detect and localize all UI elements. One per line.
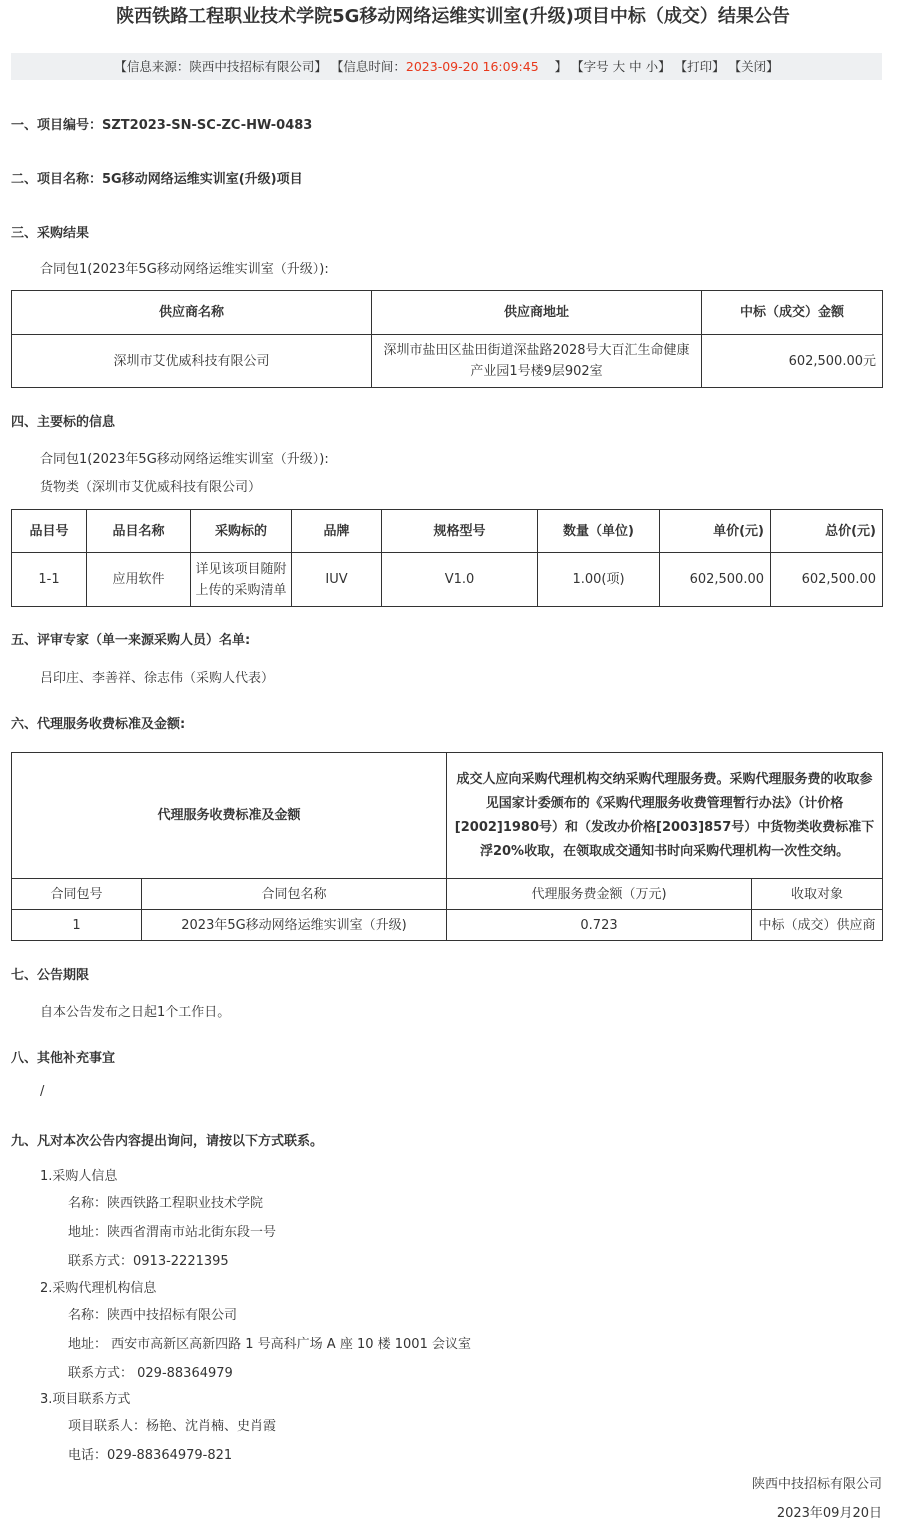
section-other-matters: 八、其他补充事宜 <box>11 1051 116 1066</box>
item-brand: IUV <box>292 553 382 607</box>
section-procurement-result: 三、采购结果 <box>11 226 90 241</box>
result-table <box>11 290 883 388</box>
header-supplier-name: 供应商名称 <box>12 291 372 335</box>
header-spec: 规格型号 <box>382 510 538 553</box>
page-title: 陕西铁路工程职业技术学院5G移动网络运维实训室(升级)项目中标（成交）结果公告 <box>116 6 790 27</box>
award-amount: 602,500.00元 <box>702 335 883 388</box>
header-total-price: 总价(元) <box>771 510 883 553</box>
agency-info-title: 2.采购代理机构信息 <box>40 1281 157 1296</box>
announcement-period-text: 自本公告发布之日起1个工作日。 <box>40 1005 231 1020</box>
header-brand: 品牌 <box>292 510 382 553</box>
table-row <box>12 553 883 607</box>
project-contact-phone: 电话：029-88364979-821 <box>68 1448 233 1463</box>
item-table-header <box>12 510 883 553</box>
font-small-link[interactable]: 小 <box>645 59 659 74</box>
fee-table <box>11 752 883 941</box>
close-link[interactable]: 【关闭】 <box>728 59 779 74</box>
header-package-number: 合同包号 <box>12 879 142 910</box>
item-total-price: 602,500.00 <box>771 553 883 607</box>
result-package-label: 合同包1(2023年5G移动网络运维实训室（升级）): <box>40 262 329 277</box>
header-quantity: 数量（单位) <box>538 510 660 553</box>
item-number: 1-1 <box>12 553 87 607</box>
item-subject: 详见该项目随附上传的采购清单 <box>191 553 292 607</box>
fee-description: 成交人应向采购代理机构交纳采购代理服务费。采购代理服务费的收取参见国家计委颁布的《采购代理服务收费管理暂行办法》（计价格[2002]1980号）和（发改办价格[2003]857号）中货物类收费标准下浮20%收取，在领取成交通知书时向采购代理机构一次性交纳。 <box>447 753 883 879</box>
table-row <box>12 910 883 941</box>
info-time-close: 】 <box>554 59 568 74</box>
font-medium-link[interactable]: 中 <box>629 59 642 74</box>
agency-phone: 联系方式： 029-88364979 <box>68 1366 233 1381</box>
item-unit-price: 602,500.00 <box>660 553 771 607</box>
fee-table-summary <box>12 753 883 879</box>
project-contact-title: 3.项目联系方式 <box>40 1392 131 1407</box>
header-fee-amount: 代理服务费金额（万元) <box>447 879 752 910</box>
fee-payer: 中标（成交）供应商 <box>752 910 883 941</box>
buyer-phone: 联系方式：0913-2221395 <box>68 1254 229 1269</box>
font-large-link[interactable]: 大 <box>612 59 626 74</box>
section-project-name: 二、项目名称：5G移动网络运维实训室(升级)项目 <box>11 172 303 187</box>
section-agency-fee: 六、代理服务收费标准及金额: <box>11 717 186 732</box>
item-name: 应用软件 <box>87 553 191 607</box>
fee-table-header <box>12 879 883 910</box>
supplier-address: 深圳市盐田区盐田街道深盐路2028号大百汇生命健康产业园1号楼9层902室 <box>372 335 702 388</box>
section-main-items: 四、主要标的信息 <box>11 415 116 430</box>
section-contact: 九、凡对本次公告内容提出询问，请按以下方式联系。 <box>11 1134 324 1149</box>
package-name: 2023年5G移动网络运维实训室（升级) <box>142 910 447 941</box>
other-matters-text: / <box>40 1084 45 1099</box>
section-experts: 五、评审专家（单一来源采购人员）名单: <box>11 633 251 648</box>
item-spec: V1.0 <box>382 553 538 607</box>
fee-amount: 0.723 <box>447 910 752 941</box>
section-project-number: 一、项目编号：SZT2023-SN-SC-ZC-HW-0483 <box>11 118 313 133</box>
section-announcement-period: 七、公告期限 <box>11 968 90 983</box>
buyer-info-title: 1.采购人信息 <box>40 1169 118 1184</box>
header-fee-payer: 收取对象 <box>752 879 883 910</box>
fee-label: 代理服务收费标准及金额 <box>12 753 447 879</box>
result-table-header <box>12 291 883 335</box>
info-source: 【信息来源：陕西中技招标有限公司】 <box>114 59 327 74</box>
items-package-label: 合同包1(2023年5G移动网络运维实训室（升级）): <box>40 452 329 467</box>
buyer-name: 名称：陕西铁路工程职业技术学院 <box>68 1196 264 1211</box>
package-number: 1 <box>12 910 142 941</box>
header-item-subject: 采购标的 <box>191 510 292 553</box>
items-category-label: 货物类（深圳市艾优威科技有限公司） <box>40 480 262 495</box>
header-supplier-address: 供应商地址 <box>372 291 702 335</box>
supplier-name: 深圳市艾优威科技有限公司 <box>12 335 372 388</box>
font-size-close: 】 <box>658 59 671 74</box>
project-contact-people: 项目联系人：杨艳、沈肖楠、史肖霞 <box>68 1419 277 1434</box>
item-quantity: 1.00(项) <box>538 553 660 607</box>
agency-address: 地址： 西安市高新区高新四路 1 号高科广场 A 座 10 楼 1001 会议室 <box>68 1337 471 1352</box>
agency-name: 名称：陕西中技招标有限公司 <box>68 1308 238 1323</box>
header-award-amount: 中标（成交）金额 <box>702 291 883 335</box>
experts-list: 吕印庄、李善祥、徐志伟（采购人代表） <box>40 671 275 686</box>
info-time-label: 【信息时间： <box>330 59 406 74</box>
info-bar <box>11 53 882 80</box>
table-row <box>12 335 883 388</box>
footer-organization: 陕西中技招标有限公司 <box>751 1477 882 1492</box>
header-unit-price: 单价(元) <box>660 510 771 553</box>
item-table <box>11 509 883 607</box>
header-item-number: 品目号 <box>12 510 87 553</box>
font-size-label: 【字号 <box>571 59 609 74</box>
header-package-name: 合同包名称 <box>142 879 447 910</box>
header-item-name: 品目名称 <box>87 510 191 553</box>
footer-date: 2023年09月20日 <box>776 1506 882 1521</box>
print-link[interactable]: 【打印】 <box>674 59 725 74</box>
info-time-value: 2023-09-20 16:09:45 <box>405 59 539 74</box>
buyer-address: 地址：陕西省渭南市站北街东段一号 <box>68 1225 277 1240</box>
